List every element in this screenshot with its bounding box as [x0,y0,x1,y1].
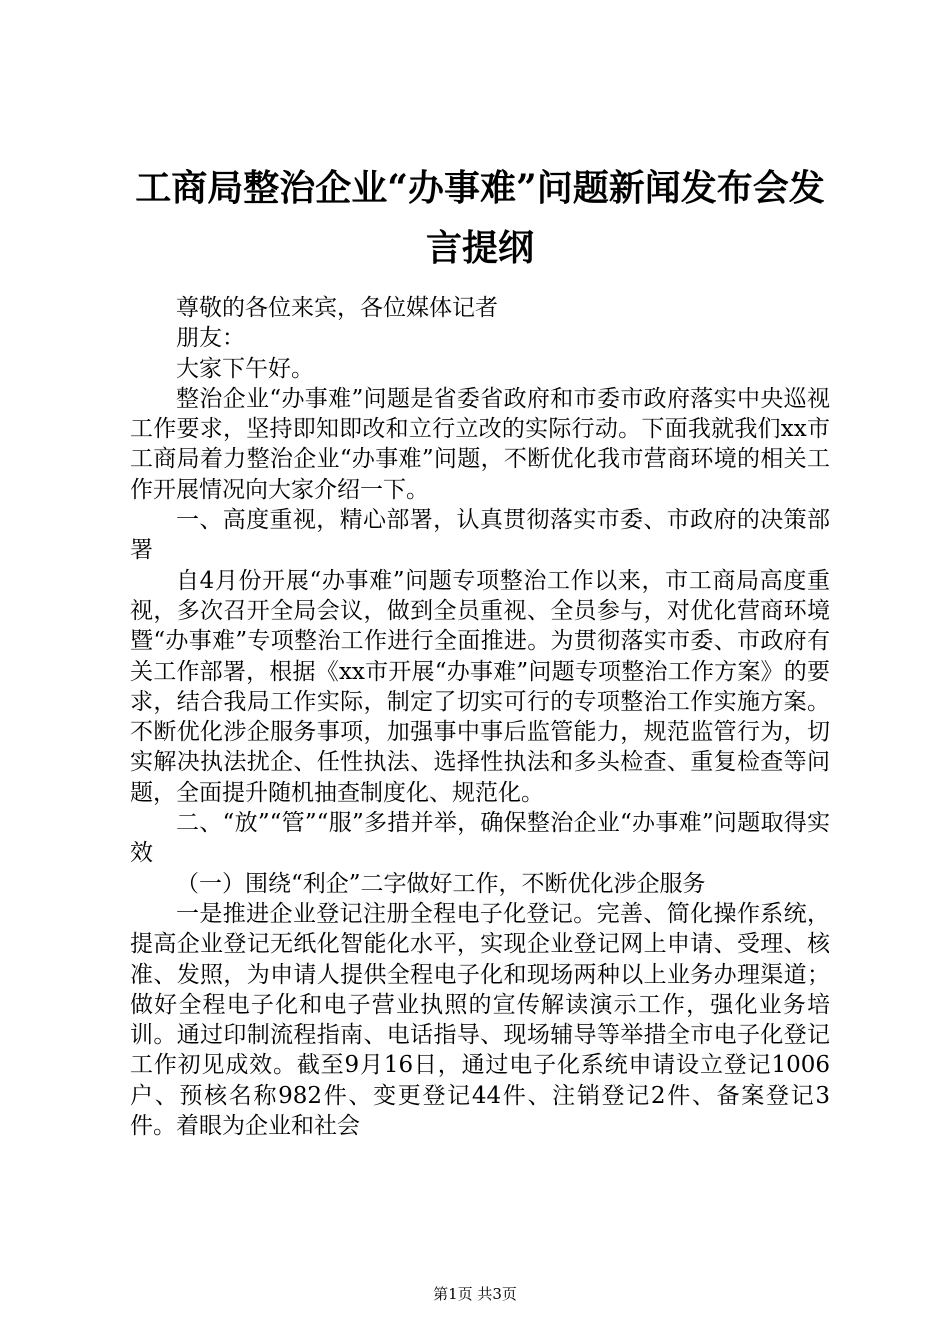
subsection-heading: （一）围绕“利企”二字做好工作，不断优化涉企服务 [176,870,706,897]
section-heading: 二、“放”“管”“服”多措并举，确保整治企业“办事难”问题取得实效 [130,810,830,867]
body-paragraph: 整治企业“办事难”问题是省委省政府和市委市政府落实中央巡视工作要求，坚持即知即改和立行立改的实际行动。下面我就我们xx市工商局着力整治企业“办事难”问题，不断优化我市营商环境的相关工作开展情况向大家介绍一下。 [130,385,830,503]
body-paragraph: 一是推进企业登记注册全程电子化登记。完善、简化操作系统，提高企业登记无纸化智能化水平，实现企业登记网上申请、受理、核准、发照，为申请人提供全程电子化和现场两种以上业务办理渠道；做好全程电子化和电子营业执照的宣传解读演示工作，强化业务培训。通过印制流程指南、电话指导、现场辅导等举措全市电子化登记工作初见成效。截至9月16日，通过电子化系统申请设立登记1006户、预核名称982件、变更登记44件、注销登记2件、备案登记3件。着眼为企业和社会 [130,900,830,1140]
body-paragraph: 自4月份开展“办事难”问题专项整治工作以来，市工商局高度重视，多次召开全局会议，做到全员重视、全员参与，对优化营商环境暨“办事难”专项整治工作进行全面推进。为贯彻落实市委、市政府有关工作部署，根据《xx市开展“办事难”问题专项整治工作方案》的要求，结合我局工作实际，制定了切实可行的专项整治工作实施方案。不断优化涉企服务事项，加强事中事后监管能力，规范监管行为，切实解决执法扰企、任性执法、选择性执法和多头检查、重复检查等问题，全面提升随机抽查制度化、规范化。 [130,567,830,806]
salutation-line-continued: 朋友： [176,325,245,352]
page-footer: 第1页 共3页 [433,1285,517,1303]
document-body [130,293,830,1141]
document-title: 工商局整治企业“办事难”问题新闻发布会发言提纲 [135,167,825,269]
section-heading: 一、高度重视，精心部署，认真贯彻落实市委、市政府的决策部署 [130,507,830,564]
greeting: 大家下午好。 [176,355,314,382]
salutation-line: 尊敬的各位来宾，各位媒体记者 [176,295,498,321]
